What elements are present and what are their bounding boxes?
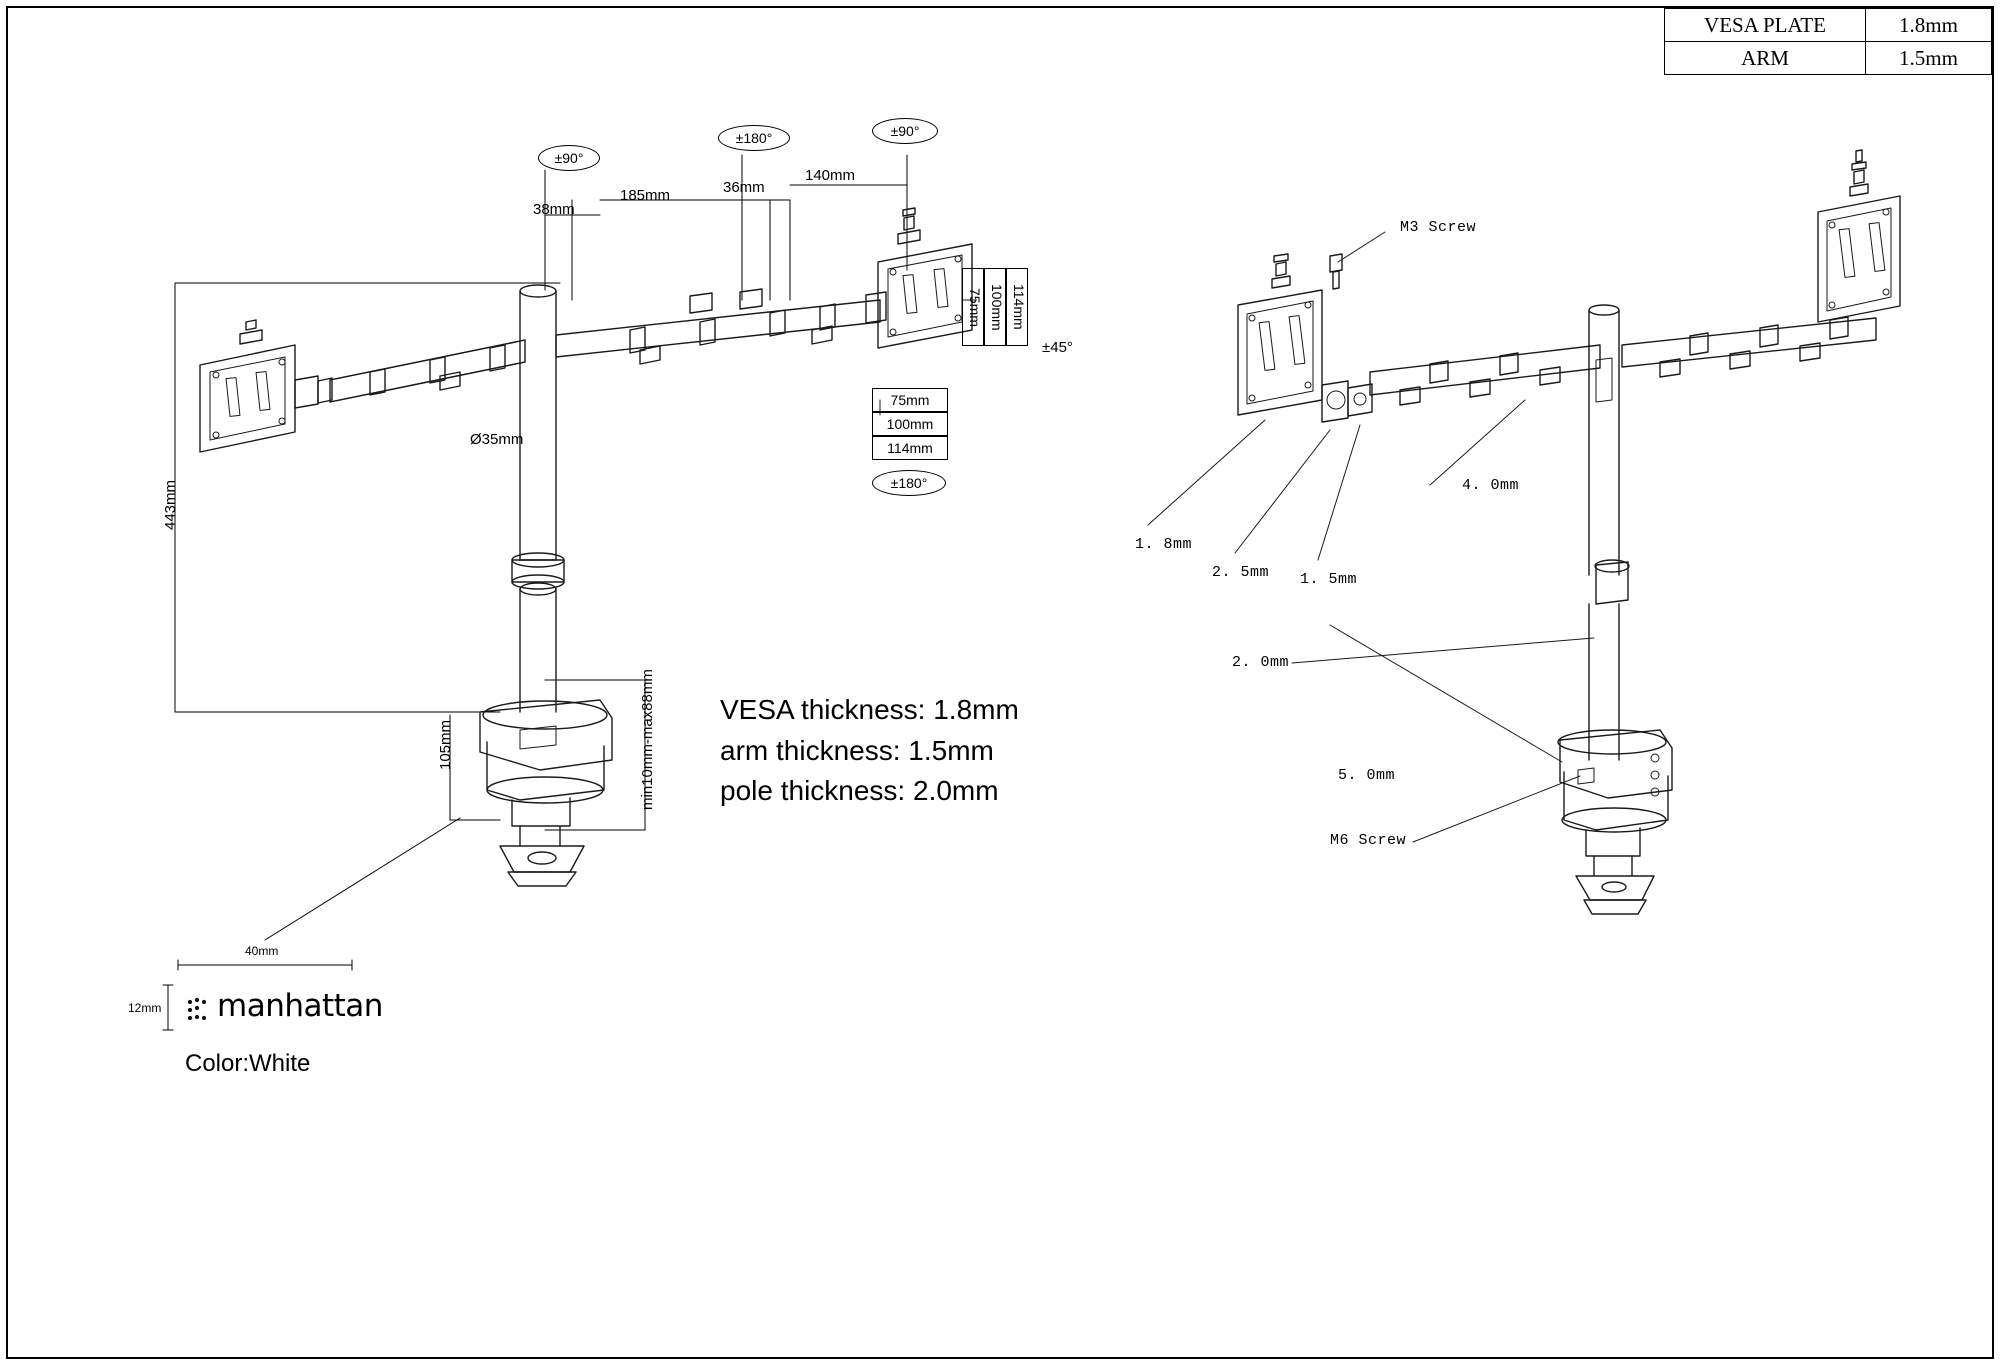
vesa-large-114 xyxy=(872,436,948,460)
dim-clamp-range: min10mm-max88mm xyxy=(639,669,656,810)
logo-height-dim: 12mm xyxy=(128,1001,162,1015)
swivel-text: ±180° xyxy=(890,475,928,491)
dim-105mm: 105mm xyxy=(437,719,454,770)
note-pole-thickness: pole thickness: 2.0mm xyxy=(720,775,999,807)
logo-wordmark: manhattan xyxy=(217,988,383,1024)
callout-2-5mm: 2. 5mm xyxy=(1212,564,1270,581)
rotation-label-3 xyxy=(872,118,938,144)
dim-pole-diameter: Ø35mm xyxy=(470,431,524,448)
color-note: Color:White xyxy=(185,1050,311,1077)
note-arm-thickness: arm thickness: 1.5mm xyxy=(720,734,994,766)
vesa-large-75 xyxy=(872,388,948,412)
titleblock-value-arm: 1.5mm xyxy=(1866,42,1992,75)
dim-140mm: 140mm xyxy=(805,167,856,184)
callout-1-8mm: 1. 8mm xyxy=(1135,536,1193,553)
callout-m3-screw: M3 Screw xyxy=(1400,219,1477,236)
rotation-3-text: ±90° xyxy=(890,123,920,139)
vesa-small-75 xyxy=(962,268,984,346)
rotation-2-text: ±180° xyxy=(735,130,773,146)
table-row xyxy=(1665,42,1992,75)
vesa-large-114-text: 114mm xyxy=(887,440,933,456)
tilt-text: ±45° xyxy=(1042,339,1073,356)
logo-width-dim: 40mm xyxy=(245,944,279,958)
callout-m6-screw: M6 Screw xyxy=(1330,832,1407,849)
rotation-label-1 xyxy=(538,145,600,171)
vesa-small-114 xyxy=(1006,268,1028,346)
callout-5-0mm: 5. 0mm xyxy=(1338,767,1396,784)
swivel-label xyxy=(872,470,946,496)
rotation-1-text: ±90° xyxy=(554,150,584,166)
note-vesa-thickness: VESA thickness: 1.8mm xyxy=(720,694,1019,725)
brand-logo xyxy=(185,988,383,1030)
dim-185mm: 185mm xyxy=(620,187,671,204)
logo-dots-icon xyxy=(185,996,213,1024)
dim-38mm: 38mm xyxy=(533,201,575,218)
callout-1-5mm: 1. 5mm xyxy=(1300,571,1358,588)
vesa-small-100 xyxy=(984,268,1006,346)
callout-2-0mm: 2. 0mm xyxy=(1232,654,1290,671)
table-row xyxy=(1665,9,1992,42)
vesa-large-100-text: 100mm xyxy=(886,416,934,432)
vesa-small-114-text: 114mm xyxy=(1011,284,1027,330)
dim-443mm: 443mm xyxy=(162,479,179,530)
dim-36mm: 36mm xyxy=(723,179,765,196)
vesa-large-100 xyxy=(872,412,948,436)
vesa-small-75-text: 75mm xyxy=(967,287,983,327)
titleblock-label-vesa: VESA PLATE xyxy=(1665,9,1866,42)
titleblock-label-arm: ARM xyxy=(1665,42,1866,75)
tilt-label xyxy=(1042,340,1073,355)
title-block xyxy=(1664,8,1992,75)
callout-4-0mm: 4. 0mm xyxy=(1462,477,1520,494)
titleblock-value-vesa: 1.8mm xyxy=(1866,9,1992,42)
vesa-large-75-text: 75mm xyxy=(890,392,930,408)
vesa-small-100-text: 100mm xyxy=(989,283,1005,331)
sheet-border xyxy=(6,6,1994,1359)
rotation-label-2 xyxy=(718,125,790,151)
thickness-notes xyxy=(720,690,1019,812)
